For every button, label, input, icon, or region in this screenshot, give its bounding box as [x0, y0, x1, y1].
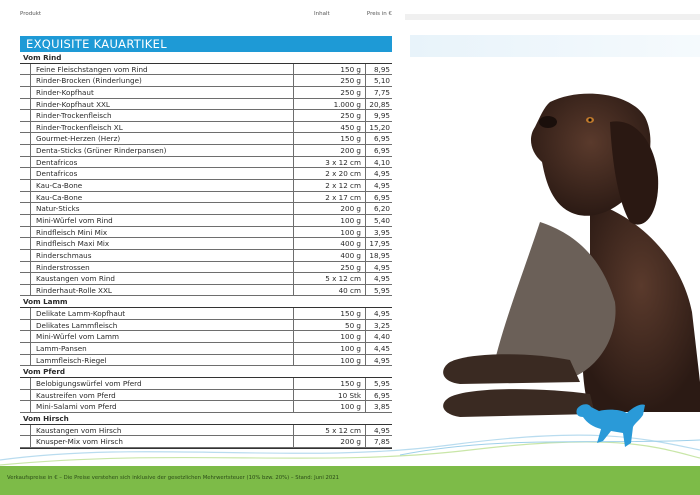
table-row — [20, 203, 392, 215]
product-content: 50 g — [293, 320, 366, 331]
product-content: 1.000 g — [293, 99, 366, 110]
product-name: Rindfleisch Maxi Mix — [36, 239, 110, 249]
row-divider — [30, 192, 31, 203]
row-divider — [30, 133, 31, 144]
product-content: 2 x 17 cm — [293, 192, 366, 203]
product-price: 3,85 — [373, 402, 390, 412]
section-header: Vom Pferd — [20, 366, 392, 378]
row-divider — [30, 262, 31, 273]
product-content: 100 g — [293, 343, 366, 354]
product-price: 7,85 — [373, 437, 390, 447]
table-row — [20, 401, 392, 413]
product-price: 5,95 — [373, 285, 390, 295]
product-content: 100 g — [293, 227, 366, 238]
product-name: Feine Fleischstangen vom Rind — [36, 64, 148, 74]
table-row — [20, 343, 392, 355]
product-price: 6,95 — [373, 192, 390, 202]
table-row — [20, 378, 392, 390]
product-name: Mini-Würfel vom Lamm — [36, 332, 119, 342]
row-divider — [30, 250, 31, 261]
section-title-bar: EXQUISITE KAUARTIKEL — [20, 36, 392, 52]
row-divider — [30, 168, 31, 179]
table-row — [20, 273, 392, 285]
product-content: 250 g — [293, 262, 366, 273]
table-row — [20, 250, 392, 262]
table-row — [20, 227, 392, 239]
product-content: 150 g — [293, 133, 366, 144]
column-price-label: Preis in € — [366, 11, 392, 17]
row-divider — [30, 355, 31, 366]
product-price: 6,95 — [373, 390, 390, 400]
product-content: 250 g — [293, 75, 366, 86]
table-row — [20, 192, 392, 204]
product-price: 4,95 — [373, 309, 390, 319]
row-divider — [30, 203, 31, 214]
product-name: Rinderschmaus — [36, 250, 92, 260]
section-header: Vom Lamm — [20, 296, 392, 308]
product-price: 6,95 — [373, 146, 390, 156]
product-name: Belobigungswürfel vom Pferd — [36, 378, 142, 388]
table-row — [20, 355, 392, 367]
product-price: 7,75 — [373, 87, 390, 97]
product-price: 20,85 — [369, 99, 390, 109]
product-price: 4,95 — [373, 425, 390, 435]
product-name: Kaustangen vom Rind — [36, 274, 115, 284]
row-divider — [30, 273, 31, 284]
product-price: 5,40 — [373, 215, 390, 225]
table-row — [20, 168, 392, 180]
table-row — [20, 215, 392, 227]
table-row — [20, 238, 392, 250]
product-price: 9,95 — [373, 111, 390, 121]
table-row — [20, 133, 392, 145]
product-price: 15,20 — [369, 122, 390, 132]
product-price: 6,95 — [373, 134, 390, 144]
price-table — [20, 52, 392, 449]
section-header: Vom Rind — [20, 52, 392, 64]
row-divider — [30, 390, 31, 401]
product-price: 4,95 — [373, 274, 390, 284]
row-divider — [30, 215, 31, 226]
column-header — [20, 11, 392, 21]
row-divider — [30, 64, 31, 75]
product-name: Rinder-Trockenfleisch — [36, 111, 112, 121]
product-name: Rinder-Kopfhaut XXL — [36, 99, 110, 109]
product-content: 200 g — [293, 436, 366, 447]
product-content: 150 g — [293, 64, 366, 75]
product-content: 200 g — [293, 203, 366, 214]
product-content: 150 g — [293, 378, 366, 389]
product-name: Kau-Ca-Bone — [36, 192, 83, 202]
row-divider — [30, 320, 31, 331]
product-name: Rinder-Trockenfleisch XL — [36, 122, 123, 132]
product-content: 2 x 20 cm — [293, 168, 366, 179]
product-content: 40 cm — [293, 285, 366, 296]
table-row — [20, 320, 392, 332]
table-row — [20, 122, 392, 134]
product-name: Denta-Sticks (Grüner Rinderpansen) — [36, 146, 167, 156]
product-name: Mini-Würfel vom Rind — [36, 215, 113, 225]
product-content: 450 g — [293, 122, 366, 133]
product-price: 5,10 — [373, 76, 390, 86]
product-name: Dentafricos — [36, 157, 78, 167]
product-content: 3 x 12 cm — [293, 157, 366, 168]
product-price: 4,40 — [373, 332, 390, 342]
table-row — [20, 64, 392, 76]
product-name: Delikate Lamm-Kopfhaut — [36, 309, 126, 319]
product-name: Rinder-Brocken (Rinderlunge) — [36, 76, 142, 86]
row-divider — [30, 145, 31, 156]
product-name: Lamm-Pansen — [36, 344, 87, 354]
row-divider — [30, 401, 31, 412]
product-content: 200 g — [293, 145, 366, 156]
product-name: Mini-Salami vom Pferd — [36, 402, 117, 412]
row-divider — [30, 227, 31, 238]
product-name: Delikates Lammfleisch — [36, 320, 118, 330]
product-content: 2 x 12 cm — [293, 180, 366, 191]
product-price: 3,95 — [373, 227, 390, 237]
product-name: Kaustreifen vom Pferd — [36, 390, 116, 400]
product-content: 5 x 12 cm — [293, 273, 366, 284]
product-name: Rinderstrossen — [36, 262, 90, 272]
row-divider — [30, 122, 31, 133]
table-row — [20, 145, 392, 157]
product-price: 18,95 — [369, 250, 390, 260]
product-name: Rindfleisch Mini Mix — [36, 227, 108, 237]
product-name: Kau-Ca-Bone — [36, 181, 83, 191]
product-name: Dentafricos — [36, 169, 78, 179]
footer-bar — [0, 466, 700, 495]
product-price: 3,25 — [373, 320, 390, 330]
product-content: 250 g — [293, 110, 366, 121]
column-product-label: Produkt — [20, 11, 42, 17]
column-content-label: Inhalt — [314, 11, 330, 17]
table-row — [20, 390, 392, 402]
table-row — [20, 285, 392, 297]
dog-silhouette-logo — [573, 397, 649, 453]
row-divider — [30, 110, 31, 121]
top-decor-strip — [405, 14, 700, 20]
table-row — [20, 308, 392, 320]
table-row — [20, 87, 392, 99]
row-divider — [30, 99, 31, 110]
product-content: 100 g — [293, 401, 366, 412]
table-row — [20, 331, 392, 343]
row-divider — [30, 87, 31, 98]
product-content: 10 Stk — [293, 390, 366, 401]
product-content: 100 g — [293, 331, 366, 342]
footer-note: Verkaufspreise in € – Die Preise verstehen sich inklusive der gesetzlichen Mehrwertsteuer (10% bzw. 20%) – Stand: Juni 2021 — [7, 475, 340, 481]
product-content: 400 g — [293, 238, 366, 249]
product-content: 100 g — [293, 215, 366, 226]
product-name: Rinder-Kopfhaut — [36, 87, 94, 97]
product-content: 250 g — [293, 87, 366, 98]
product-price: 4,95 — [373, 181, 390, 191]
faded-header-band — [410, 35, 700, 57]
row-divider — [30, 238, 31, 249]
product-name: Gourmet-Herzen (Herz) — [36, 134, 121, 144]
product-name: Natur-Sticks — [36, 204, 80, 214]
row-divider — [30, 331, 31, 342]
table-row — [20, 262, 392, 274]
table-row — [20, 99, 392, 111]
section-header: Vom Hirsch — [20, 413, 392, 425]
product-price: 5,95 — [373, 378, 390, 388]
row-divider — [30, 285, 31, 296]
product-price: 17,95 — [369, 239, 390, 249]
table-row — [20, 180, 392, 192]
table-row — [20, 110, 392, 122]
row-divider — [30, 157, 31, 168]
row-divider — [30, 308, 31, 319]
product-name: Lammfleisch-Riegel — [36, 355, 107, 365]
row-divider — [30, 75, 31, 86]
row-divider — [30, 378, 31, 389]
table-row — [20, 75, 392, 87]
product-price: 4,45 — [373, 344, 390, 354]
row-divider — [30, 343, 31, 354]
table-row — [20, 157, 392, 169]
product-price: 4,95 — [373, 262, 390, 272]
product-price: 4,10 — [373, 157, 390, 167]
product-content: 400 g — [293, 250, 366, 261]
row-divider — [30, 180, 31, 191]
product-content: 5 x 12 cm — [293, 425, 366, 436]
product-content: 100 g — [293, 355, 366, 366]
product-price: 4,95 — [373, 355, 390, 365]
product-name: Rinderhaut-Rolle XXL — [36, 285, 112, 295]
product-name: Knusper-Mix vom Hirsch — [36, 437, 123, 447]
product-name: Kaustangen vom Hirsch — [36, 425, 122, 435]
product-price: 4,95 — [373, 169, 390, 179]
product-price: 8,95 — [373, 64, 390, 74]
product-price: 6,20 — [373, 204, 390, 214]
dog-photo — [430, 82, 700, 432]
product-content: 150 g — [293, 308, 366, 319]
